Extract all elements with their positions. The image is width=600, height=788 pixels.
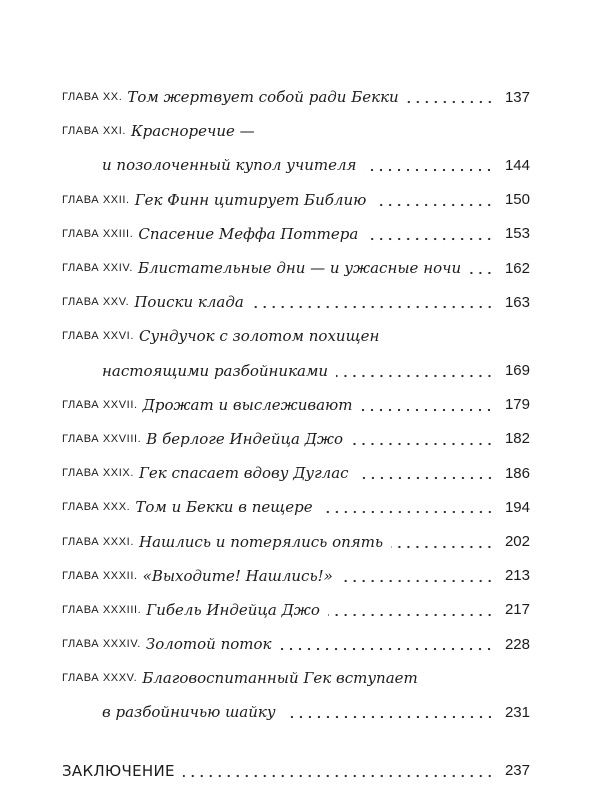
toc-entry[interactable] [62,183,530,217]
toc-entry[interactable] [62,80,530,114]
chapter-number: ГЛАВА XXVIII. [62,432,142,445]
toc-entry[interactable] [62,627,530,661]
dot-leader [183,774,494,778]
chapter-number: ГЛАВА XXI. [62,125,127,138]
toc-entry-continuation[interactable] [62,148,530,182]
dot-leader [252,305,494,309]
toc-entry[interactable] [62,661,530,695]
toc-entry[interactable] [62,217,530,251]
page-number: 237 [504,762,530,780]
dot-leader [284,715,494,719]
toc-entry[interactable] [62,456,530,490]
toc-entry[interactable] [62,422,530,456]
dot-leader [351,442,494,446]
chapter-number: ГЛАВА XXXI. [62,535,134,548]
toc-entry[interactable] [62,285,530,319]
dot-leader [357,476,494,480]
page-number: 150 [504,191,530,209]
toc-entry[interactable] [62,251,530,285]
chapter-title: Благовоспитанный Гек вступает [142,669,418,688]
page-number: 144 [504,156,530,174]
chapter-title: Сундучок с золотом похищен [138,327,380,346]
chapter-number: ГЛАВА XXX. [62,501,131,514]
chapter-title: Гибель Индейца Джо [146,600,320,619]
chapter-number: ГЛАВА XXV. [62,296,130,309]
toc-entry[interactable] [62,319,530,353]
chapter-number: ГЛАВА XX. [62,91,123,104]
toc-entry-continuation[interactable] [62,695,530,729]
chapter-number: ГЛАВА XXXIV. [62,638,141,651]
toc-entry-continuation[interactable] [62,354,530,388]
dot-leader [341,579,494,583]
toc-conclusion[interactable] [62,754,530,788]
toc-entry[interactable] [62,524,530,558]
chapter-number: ГЛАВА XXXV. [62,672,138,685]
chapter-title: В берлоге Индейца Джо [146,429,343,448]
chapter-number: ГЛАВА XXIV. [62,262,133,275]
chapter-title: Дрожат и выслеживают [142,395,353,414]
chapter-number: ГЛАВА XXIX. [62,467,134,480]
chapter-title: и позолоченный купол учителя [102,156,357,175]
dot-leader [469,271,494,275]
toc-entry[interactable] [62,388,530,422]
dot-leader [321,510,494,514]
dot-leader [391,545,494,549]
dot-leader [360,408,494,412]
chapter-title: Спасение Меффа Поттера [138,224,359,243]
chapter-number: ГЛАВА XXXIII. [62,603,142,616]
page-number: 231 [504,703,530,721]
chapter-title: Гек спасает вдову Дуглас [138,464,349,483]
chapter-title: в разбойничью шайку [102,703,276,722]
dot-leader [336,374,494,378]
page-number: 186 [504,464,530,482]
dot-leader [279,647,494,651]
chapter-title: Том и Бекки в пещере [135,498,313,517]
chapter-title: «Выходите! Нашлись!» [142,566,333,585]
toc-entry[interactable] [62,593,530,627]
table-of-contents [62,80,530,788]
chapter-title: Поиски клада [134,293,244,312]
chapter-number: ГЛАВА XXVI. [62,330,134,343]
page-number: 163 [504,293,530,311]
dot-leader [374,203,494,207]
chapter-number: ГЛАВА XXXII. [62,569,138,582]
page-number: 182 [504,430,530,448]
dot-leader [366,237,494,241]
toc-entry[interactable] [62,114,530,148]
page-number: 153 [504,225,530,243]
page-number: 194 [504,498,530,516]
chapter-number: ГЛАВА XXVII. [62,398,138,411]
page-number: 179 [504,396,530,414]
conclusion-title: ЗАКЛЮЧЕНИЕ [62,761,175,780]
page-number: 162 [504,259,530,277]
chapter-number: ГЛАВА XXII. [62,193,130,206]
page-number: 202 [504,533,530,551]
page-number: 217 [504,601,530,619]
chapter-title: Блистательные дни — и ужасные ночи [137,259,462,278]
chapter-title: Золотой поток [145,635,272,654]
page-number: 228 [504,635,530,653]
toc-entry[interactable] [62,559,530,593]
toc-entry[interactable] [62,490,530,524]
chapter-title: Гек Финн цитирует Библию [134,190,367,209]
dot-leader [364,168,494,172]
page-number: 213 [504,567,530,585]
chapter-title: настоящими разбойниками [102,361,329,380]
chapter-title: Нашлись и потерялись опять [138,532,384,551]
page-number: 137 [504,88,530,106]
page-number: 169 [504,362,530,380]
chapter-title: Том жертвует собой ради Бекки [127,88,399,107]
chapter-title: Красноречие — [131,122,255,141]
dot-leader [328,613,494,617]
chapter-number: ГЛАВА XXIII. [62,227,134,240]
dot-leader [407,100,494,104]
